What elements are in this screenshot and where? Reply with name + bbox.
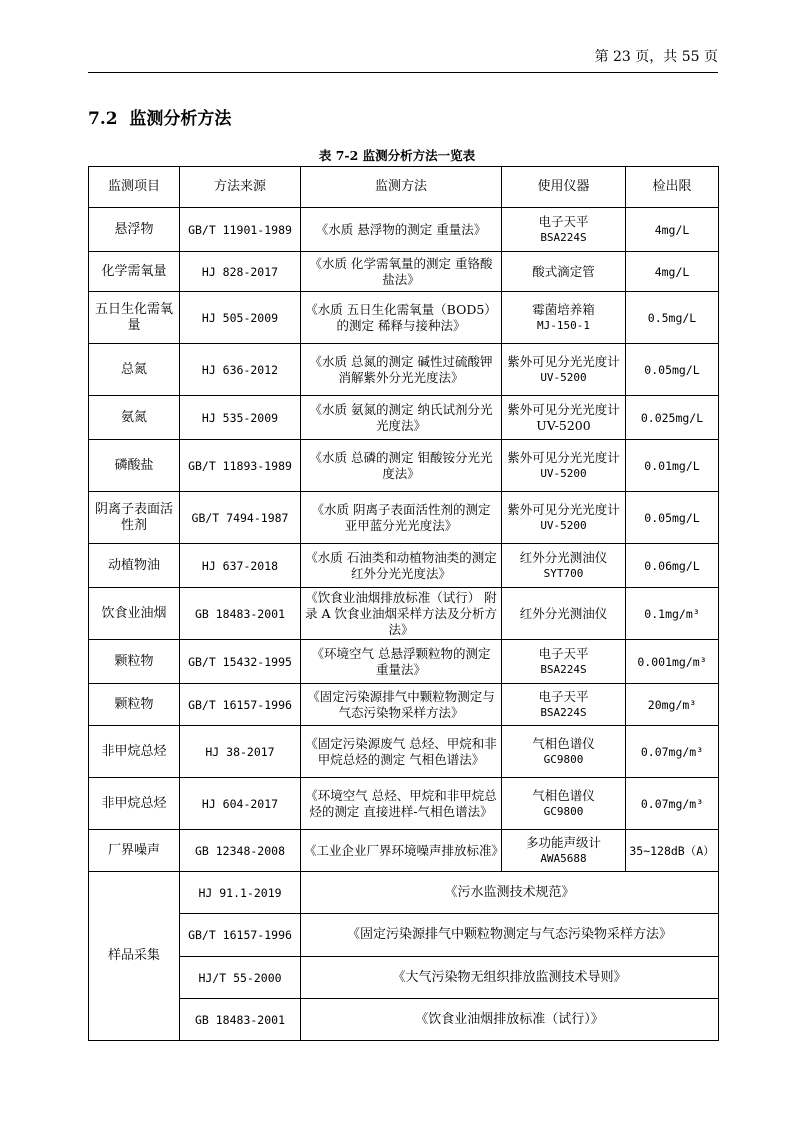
detection-limit-cell (626, 544, 719, 588)
method-name: 《水质 总磷的测定 钼酸铵分光光度法》 (309, 449, 493, 481)
detection-limit: 20mg/m³ (647, 697, 697, 712)
monitoring-item-cell (89, 208, 180, 252)
table-row (89, 440, 719, 492)
detection-limit-cell (626, 684, 719, 726)
detection-limit-cell (626, 778, 719, 830)
method-source: GB 12348-2008 (194, 843, 285, 858)
method-source: HJ 637-2018 (201, 558, 279, 573)
sampling-method: 《污水监测技术规范》 (444, 884, 575, 900)
sampling-row (89, 999, 719, 1041)
method-name-cell (301, 684, 502, 726)
detection-limit-cell (626, 252, 719, 292)
method-name: 《饮食业油烟排放标准（试行） 附录 A 饮食业油烟采样方法及分析方法》 (305, 589, 497, 637)
table-row (89, 492, 719, 544)
monitoring-item-cell (89, 440, 180, 492)
method-name-cell (301, 208, 502, 252)
detection-limit: 4mg/L (654, 222, 690, 237)
monitoring-item-cell (89, 252, 180, 292)
monitoring-item-cell (89, 684, 180, 726)
column-header-method: 监测方法 (301, 167, 502, 208)
sampling-source: GB/T 16157-1996 (188, 928, 292, 942)
monitoring-item-cell (89, 726, 180, 778)
monitoring-item: 磷酸盐 (114, 457, 154, 473)
table-body (89, 208, 719, 1041)
instrument-model: MJ-150-1 (537, 318, 590, 332)
detection-limit: 0.1mg/m³ (644, 606, 700, 621)
detection-limit: 0.001mg/m³ (637, 654, 707, 669)
method-name: 《水质 氨氮的测定 纳氏试剂分光光度法》 (309, 401, 493, 433)
instrument-name: 电子天平 (538, 213, 589, 229)
instrument-name: 电子天平 (538, 688, 589, 704)
sampling-source-cell (180, 957, 301, 999)
table-header-row (89, 167, 719, 208)
method-source: HJ 636-2012 (201, 362, 279, 377)
instrument-name: 红外分光测油仪 (519, 605, 608, 621)
monitoring-item: 悬浮物 (114, 221, 154, 237)
method-source: GB/T 16157-1996 (188, 697, 292, 712)
method-source-cell (180, 640, 301, 684)
method-source-cell (180, 252, 301, 292)
instrument-name: 紫外可见分光光度计 (507, 501, 620, 517)
method-source: GB/T 15432-1995 (188, 654, 292, 669)
instrument-model: UV-5200 (540, 370, 587, 384)
table-caption: 表 7-2 监测分析方法一览表 (318, 148, 476, 163)
method-name-cell (301, 588, 502, 640)
instrument-cell (502, 640, 626, 684)
instrument-cell (502, 292, 626, 344)
method-name: 《水质 阴离子表面活性剂的测定 亚甲蓝分光光度法》 (311, 501, 491, 533)
instrument-cell (502, 440, 626, 492)
instrument-cell (502, 830, 626, 872)
detection-limit-cell (626, 588, 719, 640)
method-source: HJ 604-2017 (201, 796, 279, 811)
table-row (89, 292, 719, 344)
sampling-method: 《固定污染源排气中颗粒物测定与气态污染物采样方法》 (346, 927, 672, 942)
section-number: 7.2 (88, 109, 118, 129)
sampling-method-cell (301, 957, 719, 999)
method-source: GB/T 7494-1987 (191, 510, 289, 525)
method-name-cell (301, 440, 502, 492)
method-name-cell (301, 344, 502, 396)
sampling-row (89, 957, 719, 999)
table-row (89, 588, 719, 640)
method-name-cell (301, 778, 502, 830)
table-row (89, 778, 719, 830)
table-row (89, 726, 719, 778)
table-row (89, 544, 719, 588)
detection-limit-cell (626, 344, 719, 396)
method-source: GB/T 11893-1989 (188, 458, 292, 473)
method-name: 《固定污染源排气中颗粒物测定与气态污染物采样方法》 (307, 688, 495, 720)
method-name-cell (301, 830, 505, 872)
sampling-source: HJ 91.1-2019 (198, 885, 282, 900)
method-name: 《水质 化学需氧量的测定 重铬酸盐法》 (309, 255, 493, 287)
method-source-cell (180, 344, 301, 396)
table-row (89, 396, 719, 440)
detection-limit-cell (626, 640, 719, 684)
method-source: HJ 828-2017 (201, 264, 279, 279)
column-header-item: 监测项目 (89, 167, 180, 208)
monitoring-item: 五日生化需氧量 (94, 301, 173, 333)
method-name-cell (301, 396, 502, 440)
sampling-method-cell (301, 999, 719, 1041)
method-source-cell (180, 440, 301, 492)
method-source: GB/T 11901-1989 (188, 222, 292, 237)
sampling-row (89, 914, 719, 957)
table-row (89, 208, 719, 252)
column-header-limit: 检出限 (626, 167, 719, 208)
instrument-cell (502, 544, 626, 588)
detection-limit: 0.01mg/L (644, 458, 700, 473)
method-source-cell (180, 588, 301, 640)
instrument-model: BSA224S (540, 230, 587, 244)
monitoring-item: 颗粒物 (114, 696, 154, 712)
method-name: 《水质 五日生化需氧量（BOD5）的测定 稀释与接种法》 (305, 301, 497, 333)
instrument-model: AWA5688 (540, 851, 587, 865)
detection-limit: 0.5mg/L (647, 310, 697, 325)
detection-limit-cell (626, 440, 719, 492)
sampling-source: HJ/T 55-2000 (198, 970, 282, 985)
method-source: HJ 38-2017 (205, 744, 275, 759)
sampling-method: 《大气污染物无组织排放监测技术导则》 (392, 969, 627, 985)
method-name: 《水质 石油类和动植物油类的测定 红外分光光度法》 (305, 549, 497, 581)
sampling-method-cell (301, 872, 719, 914)
table-row (89, 684, 719, 726)
monitoring-item-cell (89, 830, 180, 872)
instrument-name: 紫外可见分光光度计 (507, 449, 620, 465)
table-row (89, 830, 719, 872)
monitoring-item: 饮食业油烟 (101, 605, 167, 621)
detection-limit-cell (626, 492, 719, 544)
section-title: 监测分析方法 (129, 109, 232, 129)
detection-limit-cell (626, 396, 719, 440)
detection-limit: 0.05mg/L (644, 362, 700, 377)
method-name-cell (301, 492, 502, 544)
instrument-name: 霉菌培养箱 (532, 301, 595, 317)
instrument-name: 气相色谱仪 (532, 735, 595, 751)
instrument-cell (502, 492, 626, 544)
monitoring-item-cell (89, 588, 180, 640)
page-header (88, 38, 718, 73)
method-source-cell (180, 208, 301, 252)
instrument-model: BSA224S (540, 662, 587, 676)
sampling-source-cell (180, 999, 301, 1041)
instrument-name: 紫外可见分光光度计 (507, 353, 620, 369)
instrument-name: 紫外可见分光光度计 UV-5200 (507, 401, 620, 433)
sampling-row (89, 872, 719, 914)
detection-limit: 35~128dB（A） (629, 843, 715, 858)
detection-limit: 0.06mg/L (644, 558, 700, 573)
instrument-cell (502, 778, 626, 830)
monitoring-item-cell (89, 292, 180, 344)
detection-limit: 0.07mg/m³ (640, 744, 704, 759)
method-name: 《水质 总氮的测定 碱性过硫酸钾消解紫外分光光度法》 (309, 353, 493, 385)
monitoring-item-cell (89, 396, 180, 440)
method-name-cell (301, 252, 502, 292)
instrument-cell (502, 588, 626, 640)
detection-limit: 4mg/L (654, 264, 690, 279)
method-source-cell (180, 292, 301, 344)
method-name-cell (301, 292, 502, 344)
monitoring-item-cell (89, 344, 180, 396)
method-source: HJ 535-2009 (201, 410, 279, 425)
detection-limit: 0.025mg/L (640, 410, 704, 425)
detection-limit-cell (626, 292, 719, 344)
monitoring-item: 动植物油 (107, 557, 160, 573)
instrument-name: 电子天平 (538, 645, 589, 661)
sampling-method-cell (301, 914, 719, 957)
instrument-cell (502, 208, 626, 252)
sampling-source-cell (180, 914, 301, 957)
monitoring-item-cell (89, 492, 180, 544)
monitoring-item: 总氮 (120, 361, 147, 377)
instrument-cell (502, 396, 626, 440)
method-name-cell (301, 640, 502, 684)
method-source: HJ 505-2009 (201, 310, 279, 325)
instrument-model: SYT700 (543, 566, 584, 580)
instrument-name: 红外分光测油仪 (519, 549, 608, 565)
sampling-method: 《饮食业油烟排放标准（试行）》 (415, 1011, 604, 1027)
monitoring-item: 非甲烷总烃 (101, 795, 167, 811)
instrument-name: 多功能声级计 (525, 834, 601, 850)
method-source-cell (180, 684, 301, 726)
method-source-cell (180, 492, 301, 544)
table-row (89, 344, 719, 396)
instrument-cell (502, 344, 626, 396)
detection-limit: 0.05mg/L (644, 510, 700, 525)
monitoring-item: 非甲烷总烃 (101, 743, 167, 759)
instrument-model: UV-5200 (540, 518, 587, 532)
monitoring-methods-table (88, 166, 719, 1041)
instrument-model: BSA224S (540, 705, 587, 719)
method-source: GB 18483-2001 (194, 606, 285, 621)
method-name: 《环境空气 总悬浮颗粒物的测定 重量法》 (311, 645, 491, 677)
column-header-instrument: 使用仪器 (502, 167, 626, 208)
instrument-model: GC9800 (543, 804, 584, 818)
instrument-model: UV-5200 (540, 466, 587, 480)
monitoring-item: 阴离子表面活性剂 (94, 501, 173, 533)
column-header-source: 方法来源 (180, 167, 301, 208)
method-source-cell (180, 726, 301, 778)
table-row (89, 640, 719, 684)
method-source-cell (180, 830, 301, 872)
instrument-name: 气相色谱仪 (532, 787, 595, 803)
monitoring-item: 氨氮 (120, 409, 147, 425)
monitoring-item-cell (89, 544, 180, 588)
sampling-source: GB 18483-2001 (194, 1012, 285, 1027)
instrument-name: 酸式滴定管 (532, 263, 595, 279)
method-name: 《环境空气 总烃、甲烷和非甲烷总烃的测定 直接进样-气相色谱法》 (305, 787, 497, 819)
detection-limit-cell (626, 208, 719, 252)
monitoring-item-cell (89, 640, 180, 684)
method-name-cell (301, 544, 502, 588)
instrument-cell (502, 684, 626, 726)
method-name-cell (301, 726, 502, 778)
method-source-cell (180, 544, 301, 588)
method-name: 《水质 悬浮物的测定 重量法》 (315, 221, 487, 237)
method-source-cell (180, 396, 301, 440)
method-name: 《工业企业厂界环境噪声排放标准》 (304, 842, 505, 858)
method-source-cell (180, 778, 301, 830)
page-number: 第 23 页，共 55 页 (594, 49, 718, 65)
section-heading (88, 104, 231, 129)
detection-limit: 0.07mg/m³ (640, 796, 704, 811)
detection-limit-cell (626, 726, 719, 778)
detection-limit-cell (626, 830, 719, 872)
monitoring-item: 颗粒物 (114, 653, 154, 669)
monitoring-item: 化学需氧量 (101, 263, 167, 279)
instrument-cell (502, 252, 626, 292)
table-row (89, 252, 719, 292)
method-name: 《固定污染源废气 总烃、甲烷和非甲烷总烃的测定 气相色谱法》 (305, 735, 497, 767)
instrument-model: GC9800 (543, 752, 584, 766)
sampling-item-cell (89, 872, 180, 1041)
monitoring-item-cell (89, 778, 180, 830)
monitoring-item: 厂界噪声 (107, 842, 160, 858)
instrument-cell (502, 726, 626, 778)
sampling-item: 样品采集 (107, 948, 160, 963)
sampling-source-cell (180, 872, 301, 914)
